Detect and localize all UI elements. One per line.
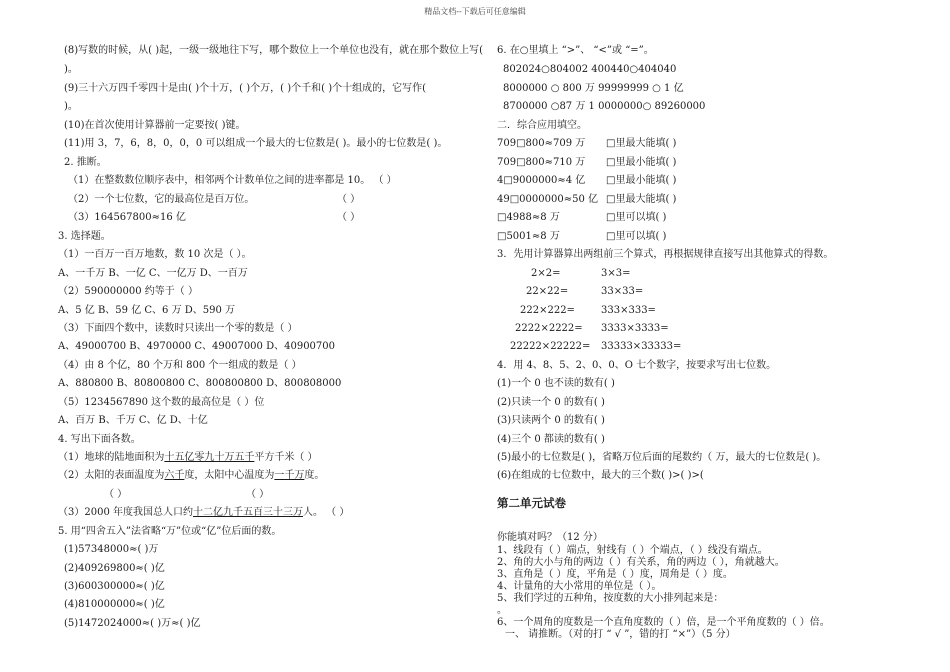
right-line-17: 3．先用计算器算出两组前三个算式，再根据规律直接写出其他算式的得数。 [497,249,834,260]
right-line-20: 22×22= [526,286,569,297]
right-line-11: 49□0000000≈50 亿 [497,194,598,205]
left-line-20: A、880800 B、80800800 C、800800800 D、800808000 [58,378,342,389]
left-line-16: A、5 亿 B、59 亿 C、6 万 D、590 万 [58,305,236,316]
left-line-10: （3）164567800≈16 亿 [68,212,186,223]
right-line-2: 8000000 ○ 800 万 99999999 ○ 1 亿 [503,83,684,94]
right-line-0: 6. 在○里填上 “>”、 “<”或 “=”。 [497,45,654,56]
right-line-42: 6、一个周角的度数是一个直角度数的（ ）倍，是一个平角度数的（ ）倍。 [497,617,830,628]
right-line-25: 3333×3333= [601,323,669,334]
right-line-4: 二．综合应用填空。 [497,120,587,131]
right-line-38: 3、直角是（ ）度，平角是（ ）度，周角是（ ）度。 [497,569,733,580]
left-line-1: )。 [64,64,78,75]
page-header: 精品文档--下载后可任意编辑 [424,7,526,16]
right-line-10: □里最小能填( ) [606,175,677,186]
right-line-40: 5、我们学过的五种角，按度数的大小排列起来是： [497,593,724,604]
right-line-12: □里最大能填( ) [606,194,677,205]
left-line-7: （1）在整数数位顺序表中，相邻两个计数单位之间的进率都是 10。 （ ） [68,175,397,186]
left-line-9: （ ） [337,194,361,205]
left-line-26: （ ） [104,489,128,500]
left-line-2: (9)三十六万四千零四十是由( )个十万，( )个万，( )个千和( )个十组成的，它写作( [64,83,426,94]
left-line-30: (1)57348000≈( )万 [64,544,159,555]
left-line-19: （4）由 8 个亿，80 个万和 800 个一组成的数是（ ） [58,360,302,371]
left-line-5: (11)用 3，7，6，8，0，0，0 可以组成一个最大的七位数是( )。最小的七位数是( )。 [64,138,448,149]
section-title: 第二单元试卷 [497,496,566,510]
left-line-17: （3）下面四个数中，读数时只读出一个零的数是（ ） [58,323,298,334]
right-line-28: 4．用 4、8、5、2、0、0、O 七个数字，按要求写出七位数。 [497,360,777,371]
right-line-1: 802024○804002 400440○404040 [503,64,677,75]
left-line-22: A、百万 B、千万 C、亿 D、十亿 [58,415,208,426]
left-line-13: （1）一百万一百万地数，数 10 次是（ ）。 [58,249,252,260]
right-line-9: 4□9000000≈4 亿 [497,175,586,186]
right-line-24: 2222×2222= [515,323,583,334]
right-line-35: 你能填对吗？（12 分） [497,532,603,543]
left-line-25: （2）太阳的表面温度为六千度，太阳中心温度为一千万度。 [58,470,325,481]
right-line-29: (1)一个 0 也不读的数有( ) [497,378,615,389]
left-line-0: (8)写数的时候，从( )起，一级一级地往下写，哪个数位上一个单位也没有，就在那个数位上写( [64,45,484,56]
right-line-32: (4)三个 0 都读的数有( ) [497,434,605,445]
left-line-21: （5）1234567890 这个数的最高位是（ ）位 [58,397,265,408]
right-line-36: 1、线段有（ ）端点，射线有（ ）个端点，（ ）线没有端点。 [497,545,768,556]
left-line-28: （3）2000 年度我国总人口约十二亿九千五百三十三万人。 （ ） [58,507,350,518]
right-line-18: 2×2= [531,268,561,279]
right-line-26: 22222×22222= [510,341,591,352]
left-line-8: （2）一个七位数，它的最高位是百万位。 [68,194,255,205]
right-line-43: 一、 请推断。（对的打 “ √ ”，错的打 “×”）（5 分） [505,629,736,640]
right-line-41: 。 [497,605,507,616]
right-line-31: (3)只读两个 0 的数有( ) [497,415,605,426]
right-line-23: 333×333= [601,305,656,316]
right-line-30: (2)只读一个 0 的数有( ) [497,397,605,408]
left-line-31: (2)409269800≈( )亿 [64,563,165,574]
right-line-21: 33×33= [601,286,644,297]
left-line-23: 4. 写出下面各数。 [58,434,141,445]
right-line-8: □里最小能填( ) [606,157,677,168]
right-line-27: 33333×33333= [601,341,682,352]
right-line-19: 3×3= [601,268,631,279]
right-line-5: 709□800≈709 万 [497,138,586,149]
left-line-29: 5. 用“四舍五入”法省略“万”位或“亿”位后面的数。 [58,526,282,537]
right-line-34: (6)在组成的七位数中，最大的三个数( )>( )>( [497,470,704,481]
right-line-14: □里可以填( ) [606,212,667,223]
right-line-33: (5)最小的七位数是( )，省略万位后面的尾数约（ 万，最大的七位数是( )。 [497,452,827,463]
left-line-27: （ ） [246,489,270,500]
left-line-4: (10)在首次使用计算器前一定要按( )键。 [64,120,246,131]
right-line-39: 4、计量角的大小常用的单位是（ ）。 [497,581,662,592]
left-line-15: （2）590000000 约等于（ ） [58,286,198,297]
right-line-37: 2、角的大小与角的两边（ ）有关系，角的两边（ ），角就越大。 [497,557,785,568]
left-line-12: 3. 选择题。 [58,231,111,242]
right-line-15: □5001≈8 万 [497,231,560,242]
left-line-11: （ ） [337,212,361,223]
right-line-6: □里最大能填( ) [606,138,677,149]
left-line-32: (3)600300000≈( )亿 [64,581,165,592]
left-line-18: A、49000700 B、4970000 C、49007000 D、40900700 [58,341,336,352]
left-line-24: （1）地球的陆地面积为十五亿零九十万五千平方千米（ ） [58,452,318,463]
right-line-3: 8700000 ○87 万 1 0000000○ 89260000 [503,101,706,112]
left-line-34: (5)1472024000≈( )万≈( )亿 [64,618,201,629]
left-line-6: 2. 推断。 [64,157,107,168]
left-line-33: (4)810000000≈( )亿 [64,599,165,610]
right-line-22: 222×222= [520,305,575,316]
left-line-14: A、一千万 B、一亿 C、一亿万 D、一百万 [58,268,248,279]
right-line-13: □4988≈8 万 [497,212,560,223]
left-line-3: )。 [64,101,78,112]
right-line-16: □里可以填( ) [606,231,667,242]
right-line-7: 709□800≈710 万 [497,157,586,168]
